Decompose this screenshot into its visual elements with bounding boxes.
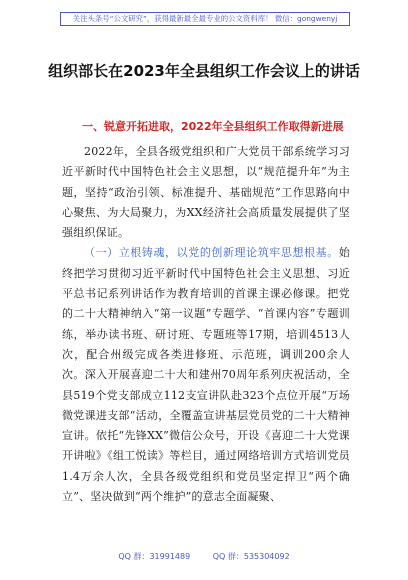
- footer: [0, 551, 408, 562]
- subheading: （一）立根铸魂，以党的创新理论筑牢思想根基。: [84, 246, 339, 260]
- paragraph-2-body: 始终把学习贯彻习近平新时代中国特色社会主义思想、习近平总书记系列讲话作为教育培训的首课主课必修课。把党的二十大精神纳入“第一议题”专题学、“首课内容”专题训练，举办读书班、研讨班、专题班等17期，培训4513人次，配合州级完成各类进修班、示范班，调训200余人次。深入开展喜迎二十大和建州70周年系列庆祝活动，全县519个党支部成立112支宣讲队赴323个点位开展“万场微党课进支部”活动，全覆盖宣讲基层党员党的二十大精神宣讲。依托“先锋XX”微信公众号，开设《喜迎二十大党课开讲啦》《组工悦读》等栏目，通过网络培训方式培训党员1.4万余人次，全县各级党组织和党员坚定捍卫“两个确立”、坚决做到“两个维护”的意志全面凝聚、: [62, 246, 350, 504]
- document-title: 组织部长在2023年全县组织工作会议上的讲话: [48, 62, 360, 80]
- section-heading: 一、锐意开拓进取，2022年全县组织工作取得新进展: [82, 120, 344, 133]
- footer-qq-group-1: QQ 群：31991489: [118, 552, 191, 561]
- document-body: [62, 118, 350, 507]
- footer-qq-group-2: QQ 群：535304092: [212, 552, 290, 561]
- paragraph-2: [62, 243, 350, 507]
- header-banner: 关注头条号“公文研究”，获得最新最全最专业的公文资料库！ 微信：gongwenyj: [60, 12, 350, 26]
- paragraph-1: 2022年，全县各级党组织和广大党员干部系统学习习近平新时代中国特色社会主义思想，以“规范提升年”为主题，坚持“政治引领、标准提升、基础规范”工作思路向中心聚焦、为大局聚力，为XX经济社会高质量发展提供了坚强组织保证。: [62, 145, 350, 240]
